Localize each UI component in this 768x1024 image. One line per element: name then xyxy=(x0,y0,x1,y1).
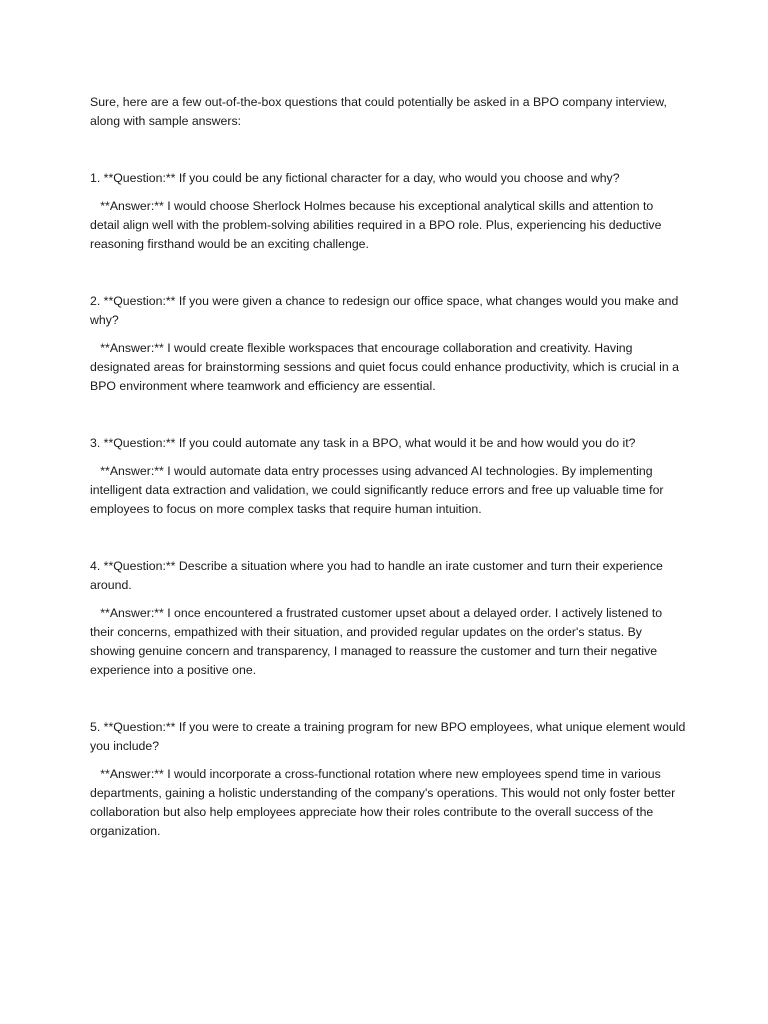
qa-item-1 xyxy=(90,169,686,254)
qa-item-2 xyxy=(90,292,686,396)
question-text: 1. **Question:** If you could be any fictional character for a day, who would you choose and why? xyxy=(90,171,620,185)
answer-text: **Answer:** I would incorporate a cross-functional rotation where new employees spend time in various departments, gaining a holistic understanding of the company's operations. This would not only foster better collaboration but also help employees appreciate how their roles contribute to the overall success of the organization. xyxy=(90,767,679,838)
question-text: 5. **Question:** If you were to create a training program for new BPO employees, what unique element would you include? xyxy=(90,720,686,753)
qa-item-5 xyxy=(90,718,686,841)
answer-text: **Answer:** I would choose Sherlock Holmes because his exceptional analytical skills and attention to detail align well with the problem-solving abilities required in a BPO role. Plus, experiencing his deductive reasoning firsthand would be an exciting challenge. xyxy=(90,199,665,251)
document-page xyxy=(90,93,686,841)
question-text: 3. **Question:** If you could automate any task in a BPO, what would it be and how would you do it? xyxy=(90,436,636,450)
qa-item-4 xyxy=(90,557,686,680)
qa-item-3 xyxy=(90,434,686,519)
intro-paragraph: Sure, here are a few out-of-the-box questions that could potentially be asked in a BPO company interview, along with sample answers: xyxy=(90,95,667,128)
answer-text: **Answer:** I once encountered a frustrated customer upset about a delayed order. I actively listened to their concerns, empathized with their situation, and provided regular updates on the order's status. By showing genuine concern and transparency, I managed to reassure the customer and turn their negative experience into a positive one. xyxy=(90,606,666,677)
question-text: 4. **Question:** Describe a situation where you had to handle an irate customer and turn their experience around. xyxy=(90,559,663,592)
question-text: 2. **Question:** If you were given a chance to redesign our office space, what changes would you make and why? xyxy=(90,294,679,327)
answer-text: **Answer:** I would create flexible workspaces that encourage collaboration and creativity. Having designated areas for brainstorming sessions and quiet focus could enhance productivity, which is crucial in a BPO environment where teamwork and efficiency are essential. xyxy=(90,341,683,393)
answer-text: **Answer:** I would automate data entry processes using advanced AI technologies. By implementing intelligent data extraction and validation, we could significantly reduce errors and free up valuable time for employees to focus on more complex tasks that require human intuition. xyxy=(90,464,667,516)
